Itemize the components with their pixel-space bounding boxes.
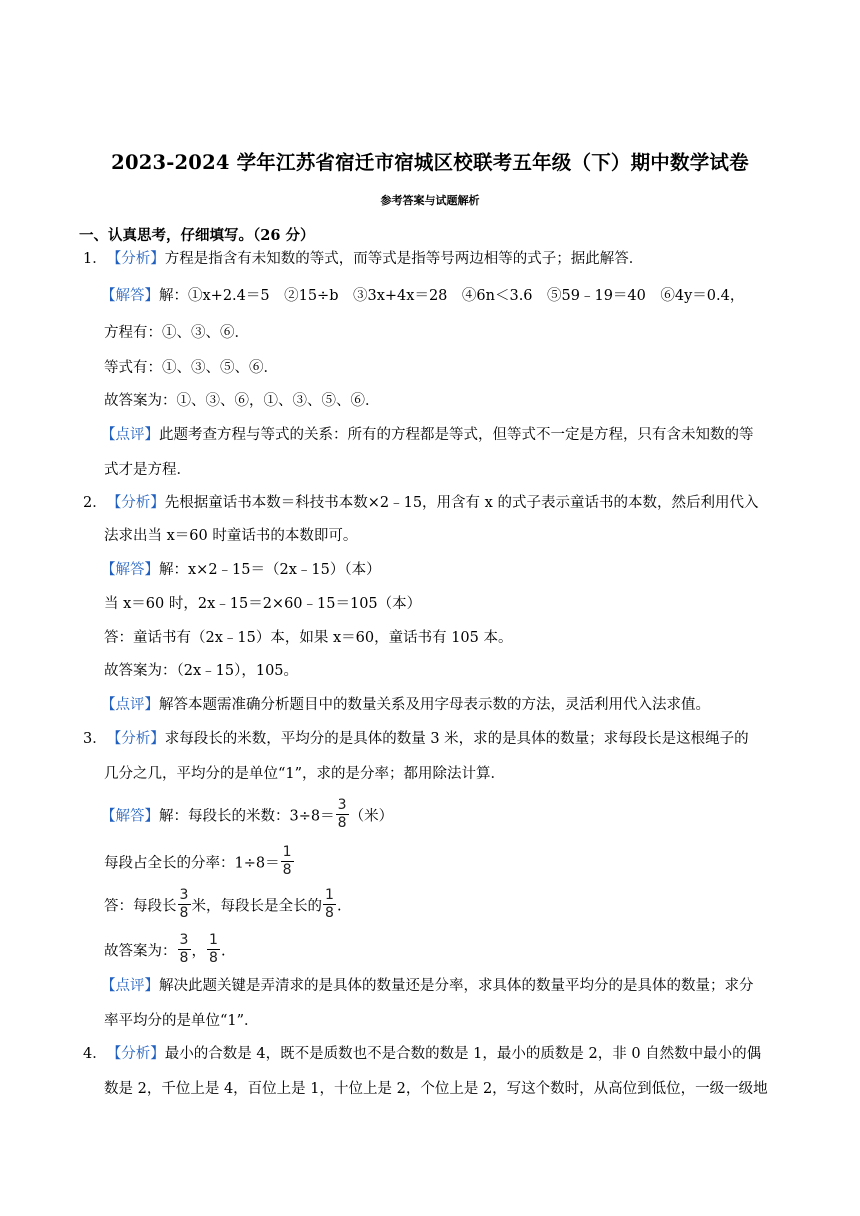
answer-tag: 【分析】 <box>106 495 165 511</box>
text-line <box>104 887 342 923</box>
fraction-denominator: 8 <box>337 815 347 831</box>
answer-tag: 【点评】 <box>101 427 159 443</box>
line-text: 解：x×2﹣15＝（2x﹣15）（本） <box>159 562 381 578</box>
text-line <box>104 628 512 648</box>
section-heading: 一、认真思考，仔细填写。（26 分） <box>79 227 315 244</box>
text-line <box>101 976 754 996</box>
text-line <box>104 932 226 968</box>
line-text: 方程是指含有未知数的等式，而等式是指等号两边相等的式子；据此解答． <box>164 251 644 267</box>
line-text: 最小的合数是 4，既不是质数也不是合数的数是 1，最小的质数是 2，非 0 自然数中最小的偶 <box>164 1046 762 1062</box>
line-text-after: 米，每段长是全长的 <box>191 898 322 915</box>
text-line <box>101 797 394 833</box>
line-text: 答：每段长 <box>104 898 177 915</box>
line-text-after: . <box>221 943 226 960</box>
text-line <box>101 425 754 445</box>
answer-tag: 【分析】 <box>106 731 165 747</box>
text-line <box>104 391 380 411</box>
text-line <box>101 286 744 306</box>
text-line <box>83 1044 761 1064</box>
answer-tag: 【分析】 <box>106 251 165 267</box>
line-text: 率平均分的是单位“1”． <box>104 1013 259 1029</box>
fraction-denominator: 8 <box>179 950 189 966</box>
text-line <box>104 661 298 681</box>
fraction <box>178 933 191 966</box>
line-text: 先根据童话书本数＝科技书本数×2﹣15，用含有 x 的式子表示童话书的本数，然后利用代入 <box>164 495 759 511</box>
line-text: 解决此题关键是弄清求的是具体的数量还是分率，求具体的数量平均分的是具体的数量；求分 <box>159 978 754 994</box>
question-number: 4． <box>83 1046 107 1062</box>
answer-tag: 【解答】 <box>101 562 159 578</box>
fraction-numerator: 1 <box>282 844 292 860</box>
line-text: 等式有：①、③、⑤、⑥． <box>104 360 278 376</box>
line-text: 方程有：①、③、⑥． <box>104 325 249 341</box>
text-line <box>83 493 758 513</box>
fraction-denominator: 8 <box>282 862 292 878</box>
line-text: 法求出当 x＝60 时童话书的本数即可。 <box>104 528 358 544</box>
text-line <box>83 249 643 269</box>
line-text: 当 x＝60 时，2x﹣15＝2×60﹣15＝105（本） <box>104 596 422 612</box>
answer-tag: 【分析】 <box>106 1046 165 1062</box>
fraction <box>178 888 191 921</box>
answer-tag: 【点评】 <box>101 978 159 994</box>
text-line <box>104 1079 768 1099</box>
text-line <box>101 695 710 715</box>
line-text-after: ， <box>191 943 206 960</box>
page-title: 2023-2024 学年江苏省宿迁市宿城区校联考五年级（下）期中数学试卷 <box>111 151 749 174</box>
fraction-numerator: 3 <box>179 932 189 948</box>
fraction <box>336 798 349 831</box>
line-text: 故答案为：①、③、⑥，①、③、⑤、⑥． <box>104 393 380 409</box>
text-line <box>101 560 381 580</box>
text-line <box>104 594 421 614</box>
line-text-after: . <box>337 898 342 915</box>
answer-tag: 【解答】 <box>101 808 159 825</box>
text-line <box>104 844 295 880</box>
line-text: 答：童话书有（2x﹣15）本，如果 x＝60，童话书有 105 本。 <box>104 630 513 646</box>
text-line <box>104 1011 259 1031</box>
text-line <box>104 358 278 378</box>
line-text: 解答本题需准确分析题目中的数量关系及用字母表示数的方法，灵活利用代入法求值。 <box>159 697 710 713</box>
page-subtitle: 参考答案与试题解析 <box>380 194 480 207</box>
line-text: 式才是方程． <box>104 462 191 478</box>
line-text: 故答案为：（2x﹣15），105。 <box>104 663 299 679</box>
line-text-after: （米） <box>349 808 394 825</box>
fraction-numerator: 3 <box>337 797 347 813</box>
fraction-denominator: 8 <box>325 905 334 921</box>
question-number: 2． <box>83 495 107 511</box>
line-text: 数是 2，千位上是 4，百位上是 1，十位上是 2，个位上是 2，写这个数时，从高位到低位，一级一级地 <box>104 1081 768 1097</box>
text-line <box>83 729 749 749</box>
fraction-numerator: 3 <box>179 887 189 903</box>
line-text: 几分之几，平均分的是单位“1”，求的是分率；都用除法计算． <box>104 766 506 782</box>
text-line <box>104 526 357 546</box>
line-text: 每段占全长的分率：1÷8＝ <box>104 855 280 872</box>
fraction-numerator: 1 <box>325 887 334 903</box>
fraction-denominator: 8 <box>209 950 218 966</box>
answer-tag: 【解答】 <box>101 288 159 304</box>
question-number: 3． <box>83 731 107 747</box>
line-text: 求每段长的米数，平均分的是具体的数量 3 米，求的是具体的数量；求每段长是这根绳子的 <box>164 731 749 747</box>
text-line <box>104 460 191 480</box>
line-text: 此题考查方程与等式的关系：所有的方程都是等式，但等式不一定是方程，只有含未知数的等 <box>159 427 754 443</box>
line-text: 解：①x+2.4＝5 ②15÷b ③3x+4x＝28 ④6n＜3.6 ⑤59﹣19＝40 ⑥4y＝0.4， <box>159 288 745 304</box>
question-number: 1． <box>83 251 107 267</box>
answer-tag: 【点评】 <box>101 697 159 713</box>
line-text: 解：每段长的米数：3÷8＝ <box>159 808 335 825</box>
fraction <box>281 845 294 878</box>
fraction <box>323 888 336 921</box>
text-line <box>104 323 249 343</box>
fraction-numerator: 1 <box>209 932 218 948</box>
fraction-denominator: 8 <box>179 905 189 921</box>
text-line <box>104 764 505 784</box>
fraction <box>207 933 220 966</box>
line-text: 故答案为： <box>104 943 177 960</box>
